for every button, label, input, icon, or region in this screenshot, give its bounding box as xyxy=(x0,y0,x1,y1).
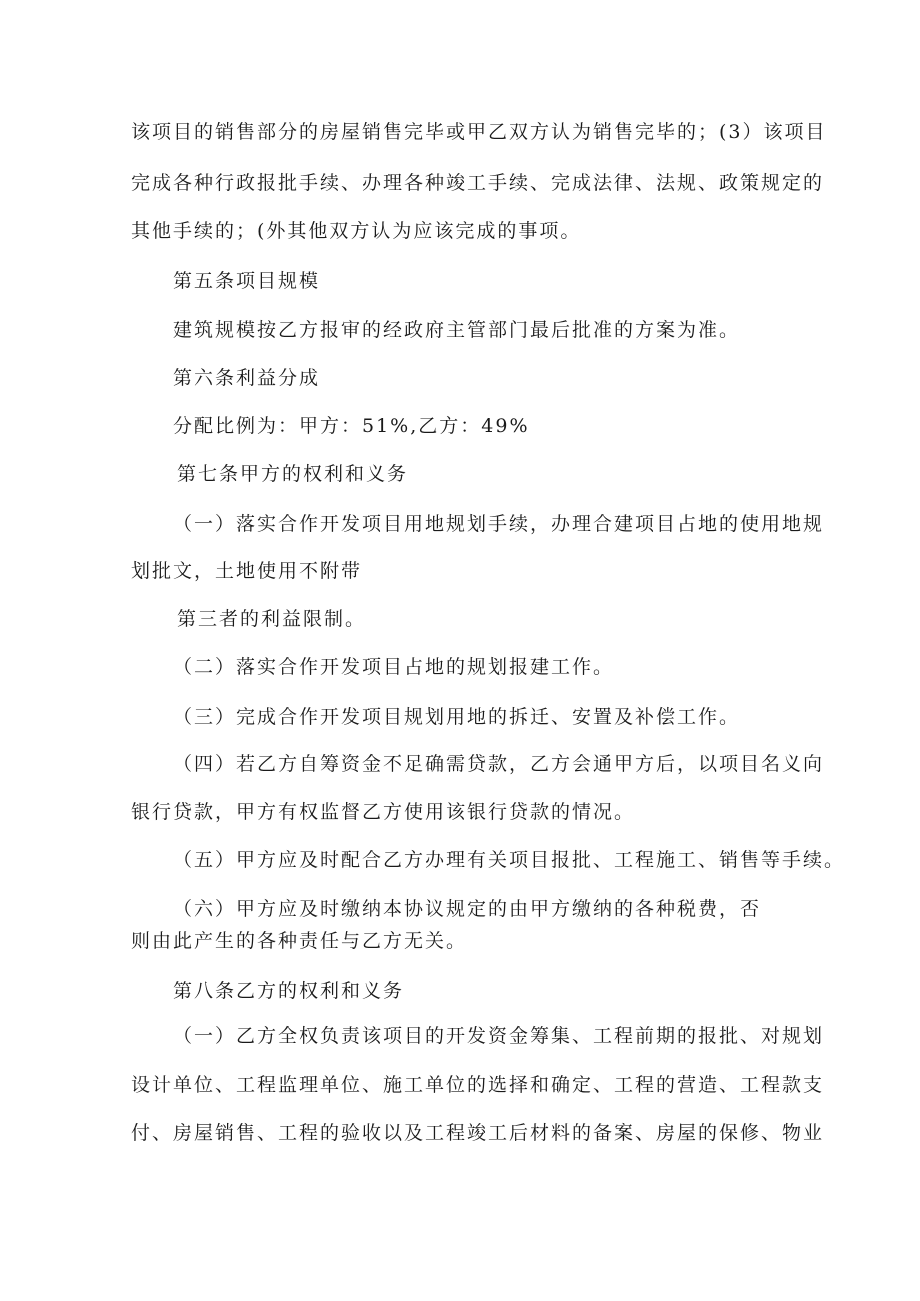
paragraph-line: （四）若乙方自筹资金不足确需贷款，乙方会通甲方后，以项目名义向 xyxy=(173,753,825,775)
paragraph-line: 建筑规模按乙方报审的经政府主管部门最后批准的方案为准。 xyxy=(173,319,741,341)
paragraph-line: （六）甲方应及时缴纳本协议规定的由甲方缴纳的各种税费，否 xyxy=(173,898,762,920)
paragraph-line: 付、房屋销售、工程的验收以及工程竣工后材料的备案、房屋的保修、物业 xyxy=(131,1122,825,1144)
paragraph-line: 则由此产生的各种责任与乙方无关。 xyxy=(131,930,468,952)
paragraph-line: （三）完成合作开发项目规划用地的拆迁、安置及补偿工作。 xyxy=(173,706,741,728)
paragraph-line: 该项目的销售部分的房屋销售完毕或甲乙双方认为销售完毕的；(3）该项目 xyxy=(131,121,827,143)
paragraph-line: 第三者的利益限制。 xyxy=(177,608,367,630)
paragraph-line: （五）甲方应及时配合乙方办理有关项目报批、工程施工、销售等手续。 xyxy=(173,849,846,871)
article-heading: 第五条项目规模 xyxy=(173,270,321,292)
paragraph-line: 完成各种行政报批手续、办理各种竣工手续、完成法律、法规、政策规定的 xyxy=(131,172,825,194)
paragraph-line: 银行贷款，甲方有权监督乙方使用该银行贷款的情况。 xyxy=(131,801,636,823)
paragraph-line: 其他手续的；(外其他双方认为应该完成的事项。 xyxy=(131,220,582,242)
article-heading: 第七条甲方的权利和义务 xyxy=(177,463,409,485)
article-heading: 第六条利益分成 xyxy=(173,367,321,389)
paragraph-line: 划批文，土地使用不附带 xyxy=(131,560,363,582)
paragraph-line: 设计单位、工程监理单位、施工单位的选择和确定、工程的营造、工程款支 xyxy=(131,1074,825,1096)
paragraph-line: （一）乙方全权负责该项目的开发资金筹集、工程前期的报批、对规划 xyxy=(173,1025,825,1047)
paragraph-line: 分配比例为：甲方：51%,乙方：49% xyxy=(173,415,530,437)
paragraph-line: （二）落实合作开发项目占地的规划报建工作。 xyxy=(173,656,615,678)
article-heading: 第八条乙方的权利和义务 xyxy=(173,980,405,1002)
paragraph-line: （一）落实合作开发项目用地规划手续，办理合建项目占地的使用地规 xyxy=(173,513,825,535)
